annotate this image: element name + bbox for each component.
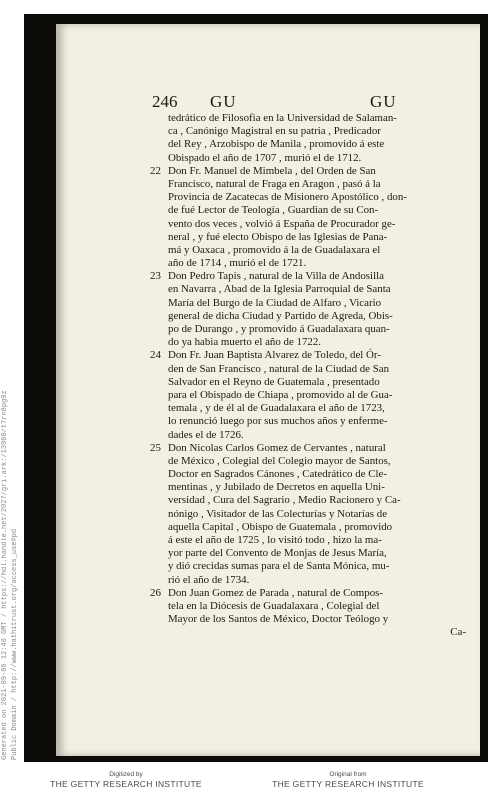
- text-line: María del Burgo de la Ciudad de Alfaro , Vicario: [168, 296, 382, 309]
- running-head-left: GU: [210, 92, 237, 111]
- text-line: Francisco, natural de Fraga en Aragon , pasó á la: [168, 177, 381, 190]
- text-line: y dió crecidas sumas para el de Santa Mónica, mu-: [168, 560, 390, 573]
- text-line: para el Obispado de Chiapa , promovido al de Gua-: [168, 388, 393, 401]
- text-line: Provincia de Zacatecas de Misionero Apostólico , don-: [168, 191, 407, 204]
- entry-first-line: [150, 349, 470, 362]
- text-line: nónigo , Visitador de las Colecturías y Notarías de: [168, 507, 388, 520]
- digitized-by-credit: [46, 770, 206, 800]
- text-line: ca , Canónigo Magistral en su patria , Predicador: [168, 125, 381, 138]
- text-line: do ya habia muerto el año de 1722.: [168, 336, 322, 349]
- text-line: año de 1714 , murió el de 1721.: [168, 257, 307, 270]
- text-line: temala , y de él al de Guadalaxara el año de 1723,: [168, 402, 385, 415]
- running-head-right: GU: [370, 92, 397, 111]
- text-line: del Rey , Arzobispo de Manila , promovido á este: [168, 138, 385, 151]
- watermark-line-1: Generated on 2021-09-06 12:40 GMT / https://hdl.handle.net/2027/gri.ark:/13960/t7rn8pg0z: [1, 390, 9, 760]
- original-from-credit: [268, 770, 428, 800]
- entry-text: Don Fr. Juan Baptista Alvarez de Toledo, del Ór-: [168, 349, 381, 362]
- text-line: tedrático de Filosofia en la Universidad de Salaman-: [168, 112, 397, 124]
- text-line: aquella Capital , Obispo de Guatemala , promovido: [168, 520, 393, 533]
- text-line: Obispado el año de 1707 , murió el de 1712.: [168, 151, 362, 164]
- text-line: lo renunció luego por sus muchos años y enferme-: [168, 415, 388, 428]
- page-body: [150, 112, 470, 640]
- text-line: Mayor de los Santos de México, Doctor Teólogo y: [168, 613, 389, 626]
- entry-first-line: [150, 165, 470, 178]
- text-line: po de Durango , y promovido á Guadalaxara quan-: [168, 323, 390, 335]
- entry-number: 26: [150, 586, 161, 599]
- entry-first-line: [150, 442, 470, 455]
- catchword: Ca-: [450, 626, 466, 639]
- original-institution: THE GETTY RESEARCH INSTITUTE: [272, 779, 424, 789]
- hathitrust-watermark: [0, 110, 22, 760]
- entry-first-line: [150, 587, 470, 600]
- entry-text: Don Juan Gomez de Parada , natural de Compos-: [168, 586, 384, 599]
- text-line: dades el de 1726.: [168, 428, 244, 441]
- text-line: yor parte del Convento de Monjas de Jesus María,: [168, 547, 387, 560]
- digitizing-institution: THE GETTY RESEARCH INSTITUTE: [50, 779, 202, 789]
- text-line: en Navarra , Abad de la Iglesia Parroquial de Santa: [168, 283, 391, 296]
- entry-text: Don Fr. Manuel de Mimbela , del Orden de San: [168, 164, 376, 177]
- text-line: de fué Lector de Teología , Guardian de su Con-: [168, 204, 379, 217]
- text-line: versidad , Cura del Sagrario , Medio Racionero y Ca-: [168, 494, 401, 507]
- entry-number: 24: [150, 349, 161, 362]
- text-line: rió el año de 1734.: [168, 573, 250, 586]
- text-line: mentinas , y Jubilado de Decretos en aquella Uni-: [168, 481, 385, 494]
- text-line: de México , Colegial del Colegio mayor de Santos,: [168, 454, 391, 467]
- entry-first-line: [150, 270, 470, 283]
- text-line: general de dicha Ciudad y Partido de Agreda, Obis-: [168, 309, 393, 322]
- text-line: á este el año de 1725 , lo visitó todo , hizo la ma-: [168, 534, 382, 546]
- text-line: den de San Francisco , natural de la Ciudad de San: [168, 362, 390, 375]
- digitized-by-label: Digitized by: [109, 771, 143, 778]
- text-line: neral , y fué electo Obispo de las Iglesias de Pana-: [168, 230, 388, 243]
- text-line: vento dos veces , volvió á España de Procurador ge-: [168, 217, 396, 230]
- watermark-line-2: Public Domain / http://www.hathitrust.org/access_use#pd: [11, 528, 19, 760]
- entry-number: 23: [150, 270, 161, 283]
- entry-text: Don Pedro Tapis , natural de la Villa de Andosilla: [168, 270, 384, 283]
- entry-number: 25: [150, 441, 161, 454]
- page-number: 246: [152, 92, 178, 111]
- page-header: [152, 92, 462, 114]
- text-line: Doctor en Sagrados Cánones , Catedrático de Cle-: [168, 468, 387, 481]
- text-line: má y Oaxaca , promovido á la de Guadalaxara el: [168, 243, 381, 256]
- entry-number: 22: [150, 164, 161, 177]
- text-line: Salvador en el Reyno de Guatemala , presentado: [168, 375, 380, 388]
- entry-text: Don Nicolas Carlos Gomez de Cervantes , natural: [168, 441, 386, 454]
- original-from-label: Original from: [329, 771, 367, 778]
- text-line: tela en la Diócesis de Guadalaxara , Colegial del: [168, 599, 380, 612]
